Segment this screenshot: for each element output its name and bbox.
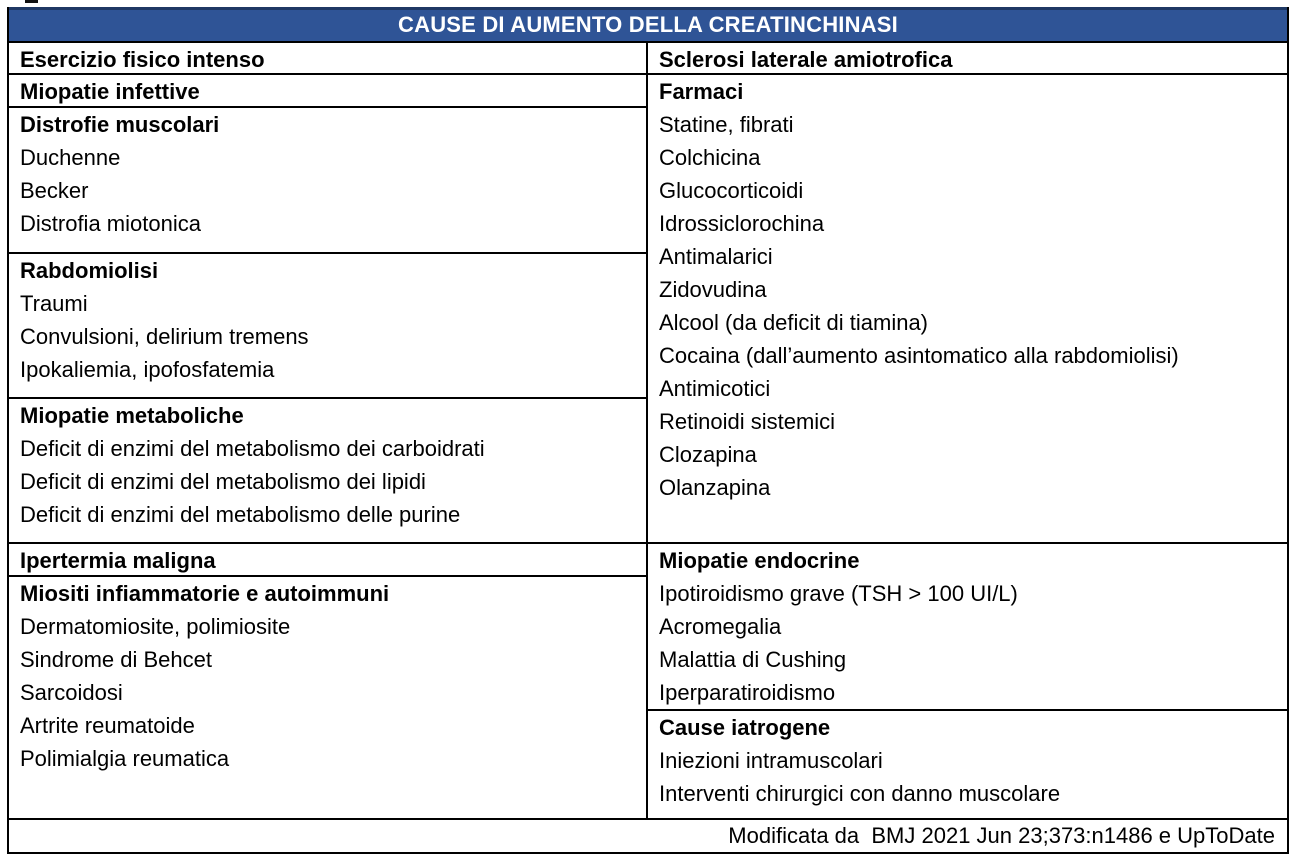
cell-item: Deficit di enzimi del metabolismo dei carboidrati	[20, 436, 485, 461]
cell-item: Interventi chirurgici con danno muscolare	[659, 781, 1061, 806]
cell-header: Esercizio fisico intenso	[20, 47, 265, 72]
cell-header: Rabdomiolisi	[20, 258, 159, 283]
cell-item: Retinoidi sistemici	[659, 409, 836, 434]
cell-item: Glucocorticoidi	[659, 178, 804, 203]
table-cell	[9, 108, 646, 254]
causes-table	[7, 7, 1289, 854]
table-cell	[9, 577, 646, 818]
cell-item: Alcool (da deficit di tiamina)	[659, 310, 929, 335]
cell-item: Idrossiclorochina	[659, 211, 825, 236]
cell-item: Ipokaliemia, ipofosfatemia	[20, 357, 275, 382]
table-cell	[9, 254, 646, 399]
cell-item: Deficit di enzimi del metabolismo dei lipidi	[20, 469, 426, 494]
cell-item: Olanzapina	[659, 475, 771, 500]
table-cell	[648, 75, 1287, 544]
right-column	[646, 43, 1287, 818]
cell-item: Polimialgia reumatica	[20, 746, 230, 771]
cell-item: Cocaina (dall’aumento asintomatico alla rabdomiolisi)	[659, 343, 1179, 368]
source-citation-row	[9, 818, 1287, 852]
table-cell	[9, 75, 646, 108]
cell-item: Colchicina	[659, 145, 761, 170]
cell-header: Ipertermia maligna	[20, 548, 216, 573]
table-title-bar	[9, 7, 1287, 43]
cell-header: Cause iatrogene	[659, 715, 831, 740]
cell-header: Miositi infiammatorie e autoimmuni	[20, 581, 390, 606]
cell-header: Miopatie metaboliche	[20, 403, 244, 428]
cell-item: Becker	[20, 178, 89, 203]
cell-item: Iniezioni intramuscolari	[659, 748, 883, 773]
cell-item: Distrofia miotonica	[20, 211, 201, 236]
table-cell	[9, 399, 646, 544]
cell-header: Distrofie muscolari	[20, 112, 220, 137]
cell-item: Duchenne	[20, 145, 121, 170]
cell-item: Antimicotici	[659, 376, 771, 401]
cell-item: Malattia di Cushing	[659, 647, 847, 672]
cell-item: Traumi	[20, 291, 88, 316]
table-cell	[9, 544, 646, 577]
cell-header: Sclerosi laterale amiotrofica	[659, 47, 953, 72]
cell-item: Acromegalia	[659, 614, 782, 639]
cell-item: Artrite reumatoide	[20, 713, 195, 738]
cell-item: Statine, fibrati	[659, 112, 794, 137]
table-body	[9, 43, 1287, 818]
cell-header: Miopatie endocrine	[659, 548, 860, 573]
cell-item: Dermatomiosite, polimiosite	[20, 614, 291, 639]
table-cell	[648, 711, 1287, 818]
cell-header: Miopatie infettive	[20, 79, 200, 104]
cell-item: Zidovudina	[659, 277, 767, 302]
cell-header: Farmaci	[659, 79, 744, 104]
table-cell	[648, 544, 1287, 711]
cell-item: Iperparatiroidismo	[659, 680, 836, 705]
source-citation: Modificata da BMJ 2021 Jun 23;373:n1486 e UpToDate	[728, 823, 1275, 848]
table-cell	[648, 43, 1287, 75]
cell-item: Deficit di enzimi del metabolismo delle purine	[20, 502, 461, 527]
cell-item: Sindrome di Behcet	[20, 647, 212, 672]
table-cell	[9, 43, 646, 75]
cell-item: Clozapina	[659, 442, 757, 467]
cell-item: Sarcoidosi	[20, 680, 123, 705]
cell-item: Convulsioni, delirium tremens	[20, 324, 309, 349]
screenshot-edge-artifact	[25, 0, 38, 3]
cell-item: Antimalarici	[659, 244, 773, 269]
cell-item: Ipotiroidismo grave (TSH > 100 UI/L)	[659, 581, 1018, 606]
left-column	[9, 43, 646, 818]
page-title: CAUSE DI AUMENTO DELLA CREATINCHINASI	[398, 12, 898, 37]
